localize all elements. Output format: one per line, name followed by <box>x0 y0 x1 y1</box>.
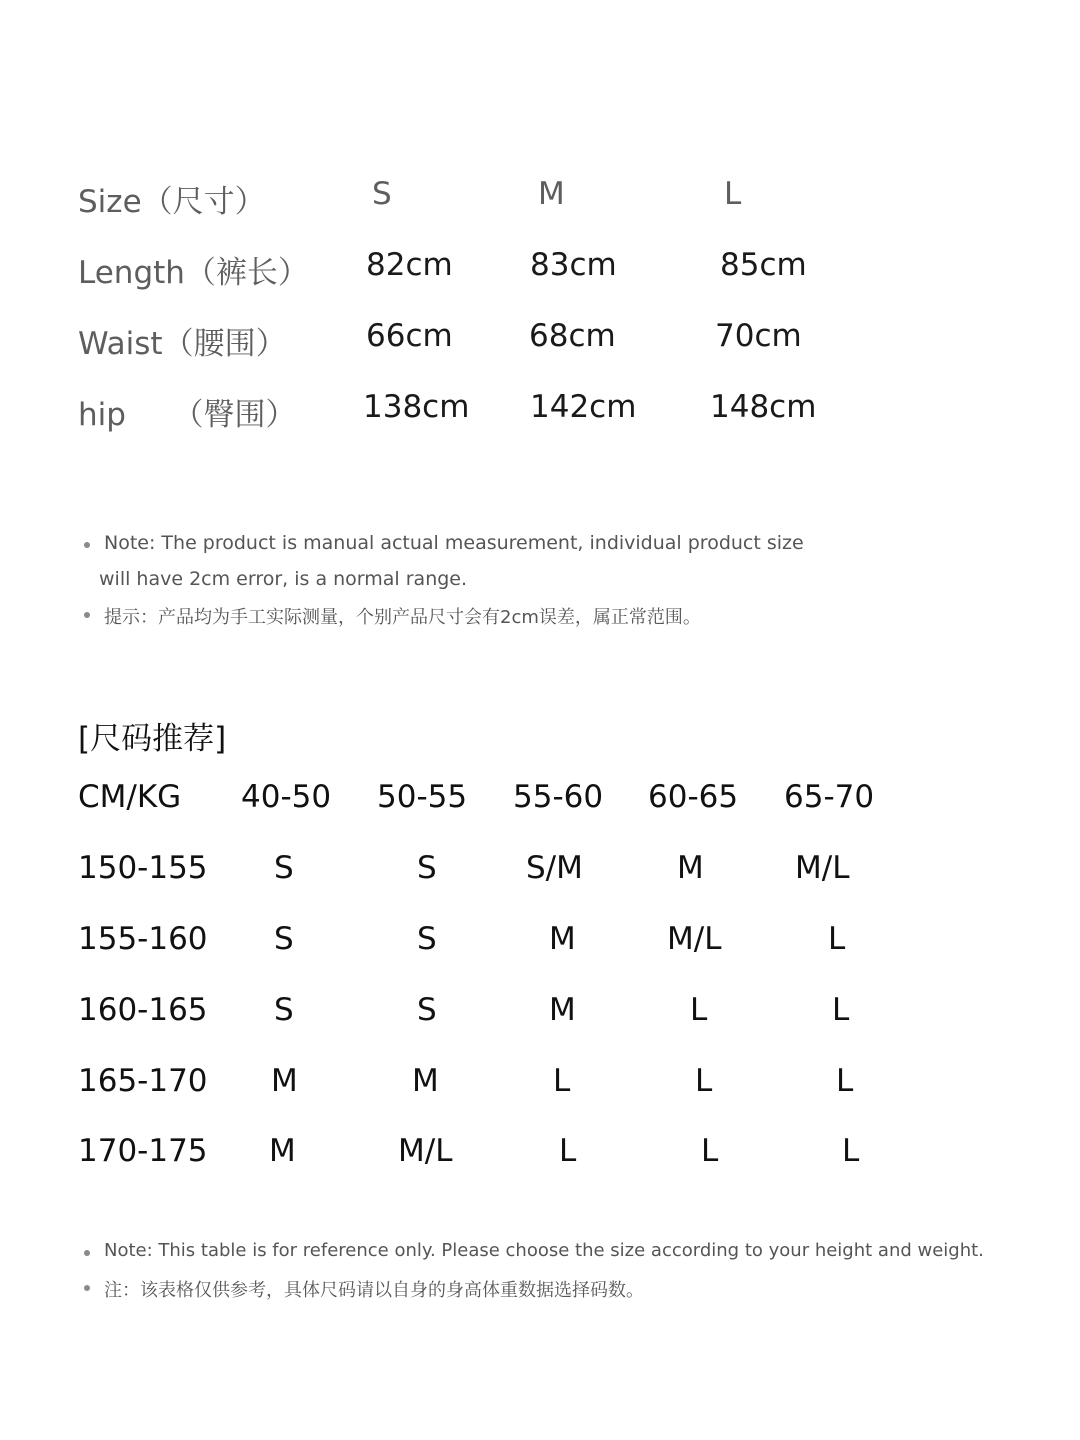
row-height-label: 170-175 <box>78 1133 208 1169</box>
table-cell: L <box>701 1133 719 1169</box>
measurement-note-en-line2: will have 2cm error, is a normal range. <box>99 568 468 590</box>
table-cell: S/M <box>526 850 583 886</box>
header-weight-60-65: 60-65 <box>648 779 739 815</box>
table-cell: M/L <box>795 850 850 886</box>
table-cell: S <box>417 921 437 957</box>
size-header-l: L <box>724 176 742 212</box>
table-cell: S <box>274 921 294 957</box>
table-cell: M <box>412 1063 439 1099</box>
header-weight-50-55: 50-55 <box>377 779 468 815</box>
header-weight-40-50: 40-50 <box>241 779 332 815</box>
bullet-dot <box>84 612 90 618</box>
table-cell: L <box>828 921 846 957</box>
table-cell: S <box>274 992 294 1028</box>
waist-l: 70cm <box>715 318 802 354</box>
table-cell: M <box>549 921 576 957</box>
table-cell: L <box>695 1063 713 1099</box>
bullet-dot <box>84 1285 90 1291</box>
measurement-note-en-line1: Note: The product is manual actual measurement, individual product size <box>104 532 804 554</box>
waist-m: 68cm <box>529 318 616 354</box>
table-cell: L <box>690 992 708 1028</box>
table-cell: L <box>559 1133 577 1169</box>
size-header-m: M <box>538 176 565 212</box>
table-cell: M <box>677 850 704 886</box>
header-cm-kg: CM/KG <box>78 779 182 815</box>
size-header-s: S <box>372 176 392 212</box>
row-height-label: 150-155 <box>78 850 208 886</box>
table-cell: L <box>832 992 850 1028</box>
header-weight-65-70: 65-70 <box>784 779 875 815</box>
row-height-label: 165-170 <box>78 1063 208 1099</box>
bullet-dot <box>84 1250 90 1256</box>
waist-s: 66cm <box>366 318 453 354</box>
table-cell: L <box>836 1063 854 1099</box>
length-m: 83cm <box>530 247 617 283</box>
table-cell: L <box>842 1133 860 1169</box>
table-cell: S <box>274 850 294 886</box>
length-s: 82cm <box>366 247 453 283</box>
bullet-dot <box>84 542 90 548</box>
length-label: Length（裤长） <box>78 255 309 291</box>
hip-l: 148cm <box>710 389 817 425</box>
table-cell: S <box>417 850 437 886</box>
table-cell: L <box>553 1063 571 1099</box>
recommendation-note-en: Note: This table is for reference only. Please choose the size according to your height and weight. <box>104 1240 984 1261</box>
table-cell: M/L <box>667 921 722 957</box>
table-cell: M/L <box>398 1133 453 1169</box>
table-cell: M <box>549 992 576 1028</box>
header-weight-55-60: 55-60 <box>513 779 604 815</box>
length-l: 85cm <box>720 247 807 283</box>
hip-label: hip （臀围） <box>78 397 297 433</box>
waist-label: Waist（腰围） <box>78 326 287 362</box>
measurement-note-zh: 提示：产品均为手工实际测量，个别产品尺寸会有2cm误差，属正常范围。 <box>104 607 701 628</box>
recommendation-title: [尺码推荐] <box>78 721 227 757</box>
row-height-label: 160-165 <box>78 992 208 1028</box>
table-cell: M <box>271 1063 298 1099</box>
row-height-label: 155-160 <box>78 921 208 957</box>
recommendation-note-zh: 注：该表格仅供参考，具体尺码请以自身的身高体重数据选择码数。 <box>104 1280 644 1301</box>
hip-m: 142cm <box>530 389 637 425</box>
hip-s: 138cm <box>363 389 470 425</box>
size-header-label: Size（尺寸） <box>78 184 266 220</box>
table-cell: M <box>269 1133 296 1169</box>
table-cell: S <box>417 992 437 1028</box>
